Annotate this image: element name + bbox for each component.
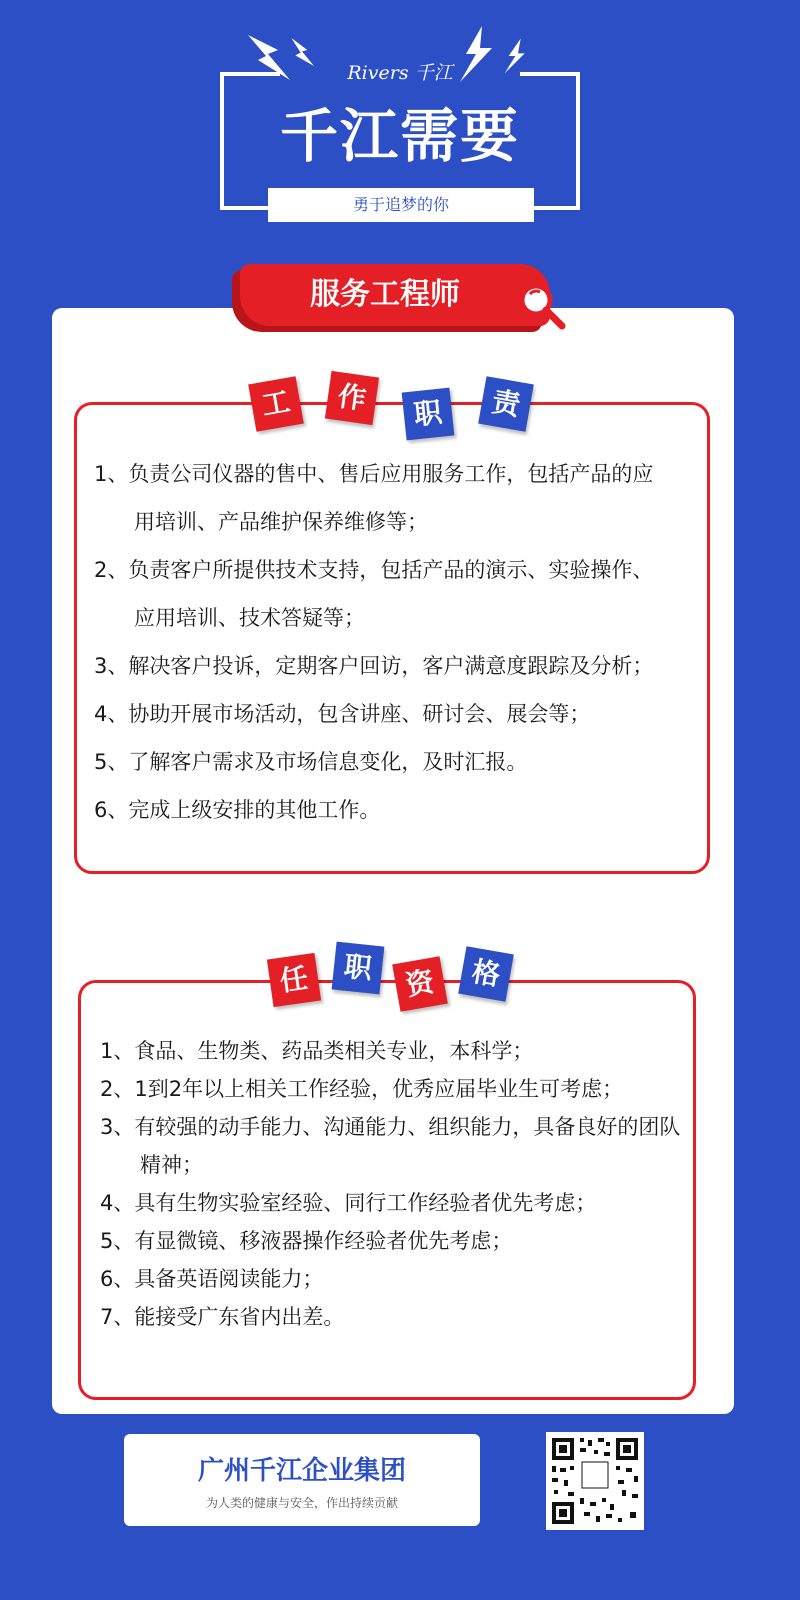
list-item: 6、具备英语阅读能力； (100, 1267, 324, 1291)
list-item: 1、食品、生物类、药品类相关专业，本科学； (100, 1039, 534, 1063)
slogan: 勇于追梦的你 (268, 188, 534, 222)
duties-tag: 工 (248, 376, 304, 432)
duties-tag: 作 (325, 371, 379, 425)
qualifications-list (80, 1032, 690, 1336)
qualifications-tag: 格 (458, 946, 514, 1002)
list-item: 3、有较强的动手能力、沟通能力、组织能力，具备良好的团队精神； (100, 1115, 681, 1177)
list-item: 5、有显微镜、移液器操作经验者优先考虑； (100, 1229, 513, 1253)
duties-tag: 责 (478, 376, 534, 432)
list-item: 3、解决客户投诉，定期客户回访，客户满意度跟踪及分析； (94, 654, 654, 678)
list-item: 1、负责公司仪器的售中、售后应用服务工作，包括产品的应用培训、产品维护保养维修等； (94, 462, 654, 534)
company-name: 广州千江企业集团 (197, 1456, 406, 1486)
list-item: 5、了解客户需求及市场信息变化，及时汇报。 (94, 750, 528, 774)
list-item: 4、协助开展市场活动，包含讲座、研讨会、展会等； (94, 702, 591, 726)
list-item: 2、负责客户所提供技术支持，包括产品的演示、实验操作、应用培训、技术答疑等； (94, 558, 654, 630)
duties-list (74, 450, 674, 834)
qualifications-tag: 任 (267, 953, 321, 1007)
magnifier-icon (508, 276, 572, 332)
lightning-bolt-icon (282, 34, 322, 74)
company-motto: 为人类的健康与安全，作出持续贡献 (205, 1496, 398, 1510)
list-item: 6、完成上级安排的其他工作。 (94, 798, 381, 822)
qr-code-icon[interactable] (546, 1432, 644, 1530)
lightning-bolt-icon (494, 36, 534, 76)
list-item: 4、具有生物实验室经验、同行工作经验者优先考虑； (100, 1191, 597, 1215)
position-title: 服务工程师 (310, 277, 460, 312)
list-item: 7、能接受广东省内出差。 (100, 1305, 345, 1329)
list-item: 2、1到2年以上相关工作经验，优秀应届毕业生可考虑； (100, 1077, 624, 1101)
qualifications-tag: 资 (392, 956, 448, 1012)
page-title: 千江需要 (279, 102, 520, 170)
company-logo: Rivers 千江 (347, 62, 453, 84)
qualifications-tag: 职 (332, 942, 385, 995)
duties-tag: 职 (402, 388, 455, 441)
